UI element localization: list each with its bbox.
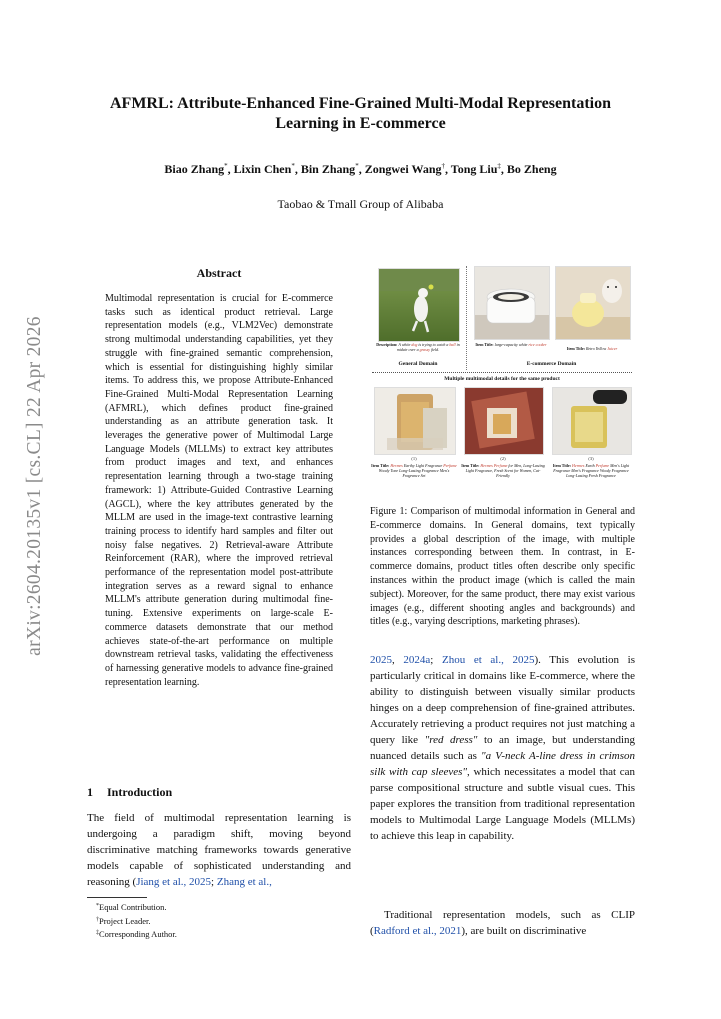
arxiv-id: arXiv:2604.20135v1 [cs.CL] 22 Apr 2026 (24, 316, 45, 656)
title-line-2: Learning in E-commerce (275, 114, 446, 132)
product-number: (2) (500, 456, 506, 461)
author: Tong Liu‡ (450, 162, 501, 176)
abstract-heading: Abstract (196, 266, 242, 280)
section-heading-introduction (87, 785, 172, 800)
citation-link[interactable]: Zhang et al., (216, 876, 272, 888)
product-number: (1) (411, 456, 417, 461)
intro-paragraph-right: 2025, 2024a; Zhou et al., 2025). This evolution is particularly critical in domains like E-commerce, where the ability to distinguish between visually similar products hinges on a deep comprehension of fine-grained attributes. Accurately retrieving a product requires not just matching a query like "red dress" to an image, but understanding nuanced details such as "a V-neck A-line dress in crimson silk with cap sleeves", which necessitates a model that can parse compositional structure and subtle visual cues. This paper explores the transition from traditional representation models to Multimodal Large Language Models (MLLMs) to achieve this leap in capability. (370, 654, 635, 842)
citation-link[interactable]: 2024a (403, 654, 431, 666)
paper-title (70, 94, 651, 133)
footnote-rule (87, 897, 147, 898)
same-product-label: Multiple multimodal details for the same product (444, 376, 560, 382)
product-title: Item Title: Hermes Earth Perfume Men's Light Fragrance Men's Fragrance Woody Fragrance Long-Lasting Fresh Fragrance (552, 463, 630, 478)
general-domain-label: General Domain (398, 361, 438, 367)
perfume-photo-3 (552, 387, 632, 455)
arxiv-sidebar-stamp (20, 296, 50, 676)
author: Zongwei Wang† (364, 162, 445, 176)
author-list: Biao Zhang*, Lixin Chen*, Bin Zhang*, Zongwei Wang†, Tong Liu‡, Bo Zheng (164, 162, 557, 176)
ecommerce-domain-label: E-commerce Domain (526, 361, 577, 367)
intro-paragraph-2: Traditional representation models, such as CLIP (Radford et al., 2021), are built on discriminative (370, 909, 635, 937)
affiliation: Taobao & Tmall Group of Alibaba (277, 197, 444, 211)
abstract-body: Multimodal representation is crucial for E-commerce tasks such as identical product retrieval. Large representation models (e.g., VLM2Vec) demonstrate strong multimodal understanding capabilities, yet they struggle with fine-grained semantic comprehension, which is essential for distinguishing highly similar items. To address this, we propose Attribute-Enhanced Fine-Grained Multi-Modal Representation Learning (AFMRL), which defines product fine-grained understanding as an attribute generation task. It leverages the generative power of Multimodal Large Language Models (MLLMs) to extract key attributes from product images and text, and enhances representation learning through a two-stage training framework: 1) Attribute-Guided Contrastive Learning (AGCL), where the key attributes generated by the MLLM are used in the image-text contrastive learning training process to identify hard samples and filter out noisy false negatives. 2) Retrieval-aware Attribute Reinforcement (RAR), where the improved retrieval performance of the representation model post-attribute integration serves as a reward signal to enhance MLLM's attribute generation during multimodal fine-tuning. Extensive experiments on large-scale E-commerce datasets demonstrate that our method achieves state-of-the-art performance on multiple downstream retrieval tasks, validating the effectiveness of harnessing generative models to advance fine-grained representation learning. (105, 293, 333, 688)
product-number: (3) (588, 456, 594, 461)
footnote: †Project Leader. (96, 915, 151, 926)
footnote: *Equal Contribution. (96, 902, 167, 912)
author: Biao Zhang* (164, 162, 228, 176)
product-title: Item Title: Hermes Perfume for Men, Long-Lasting Light Fragrance, Fresh Scent for Women, Cat-Friendly (461, 463, 545, 478)
figure-separator (372, 372, 632, 373)
footnote: ‡Corresponding Author. (96, 929, 177, 939)
author: Bo Zheng (506, 162, 557, 176)
title-line-1: AFMRL: Attribute-Enhanced Fine-Grained Multi-Modal Representation (109, 95, 611, 112)
intro-paragraph-left: The field of multimodal representation learning is undergoing a paradigm shift, moving beyond discriminative matching frameworks towards generative models capable of sophisticated understanding and reasoning (Jiang et al., 2025; Zhang et al., (87, 812, 351, 888)
juicer-title: Item Title: Retro Yellow Juicer (566, 346, 618, 351)
author: Bin Zhang* (300, 162, 359, 176)
perfume-photo-1 (374, 387, 456, 455)
figure-1 (370, 262, 635, 497)
section-number: 1 (87, 785, 93, 799)
author: Lixin Chen* (233, 162, 295, 176)
general-description: Description: A white dog is trying to catch a ball in midair over a grassy field. (376, 342, 460, 352)
citation-link[interactable]: 2025 (370, 654, 392, 666)
perfume-photo-2 (464, 387, 544, 455)
citation-link[interactable]: Radford et al., 2021 (373, 925, 462, 937)
footnotes (96, 900, 177, 941)
domain-divider (466, 266, 467, 370)
dog-photo (378, 268, 460, 342)
citation-link[interactable]: Jiang et al., 2025 (136, 876, 212, 888)
figure-1-caption: Figure 1: Comparison of multimodal information in General and E-commerce domains. In General domains, text typically provides a global description of the image, with multiple instances corresponding between them. In contrast, in E-commerce domains, product titles often describe only specific instances within the product image (which is called the main subject). Moreover, for the same product, there may exist various images (e.g., different shooting angles and backgrounds) and titles (e.g., varying descriptions, marketing phrases). (370, 506, 635, 628)
product-title: Item Title: Hermes Earthy Light Fragrance Perfume Woody Tone Long-Lasting Fragrance Men's Fragrance Set (371, 463, 457, 478)
section-title: Introduction (107, 785, 173, 799)
citation-link[interactable]: Zhou et al., 2025 (441, 654, 535, 666)
rice-cooker-photo (474, 266, 550, 340)
juicer-photo (555, 266, 631, 340)
rice-cooker-title: Item Title: large-capacity white rice cooker (475, 342, 547, 347)
